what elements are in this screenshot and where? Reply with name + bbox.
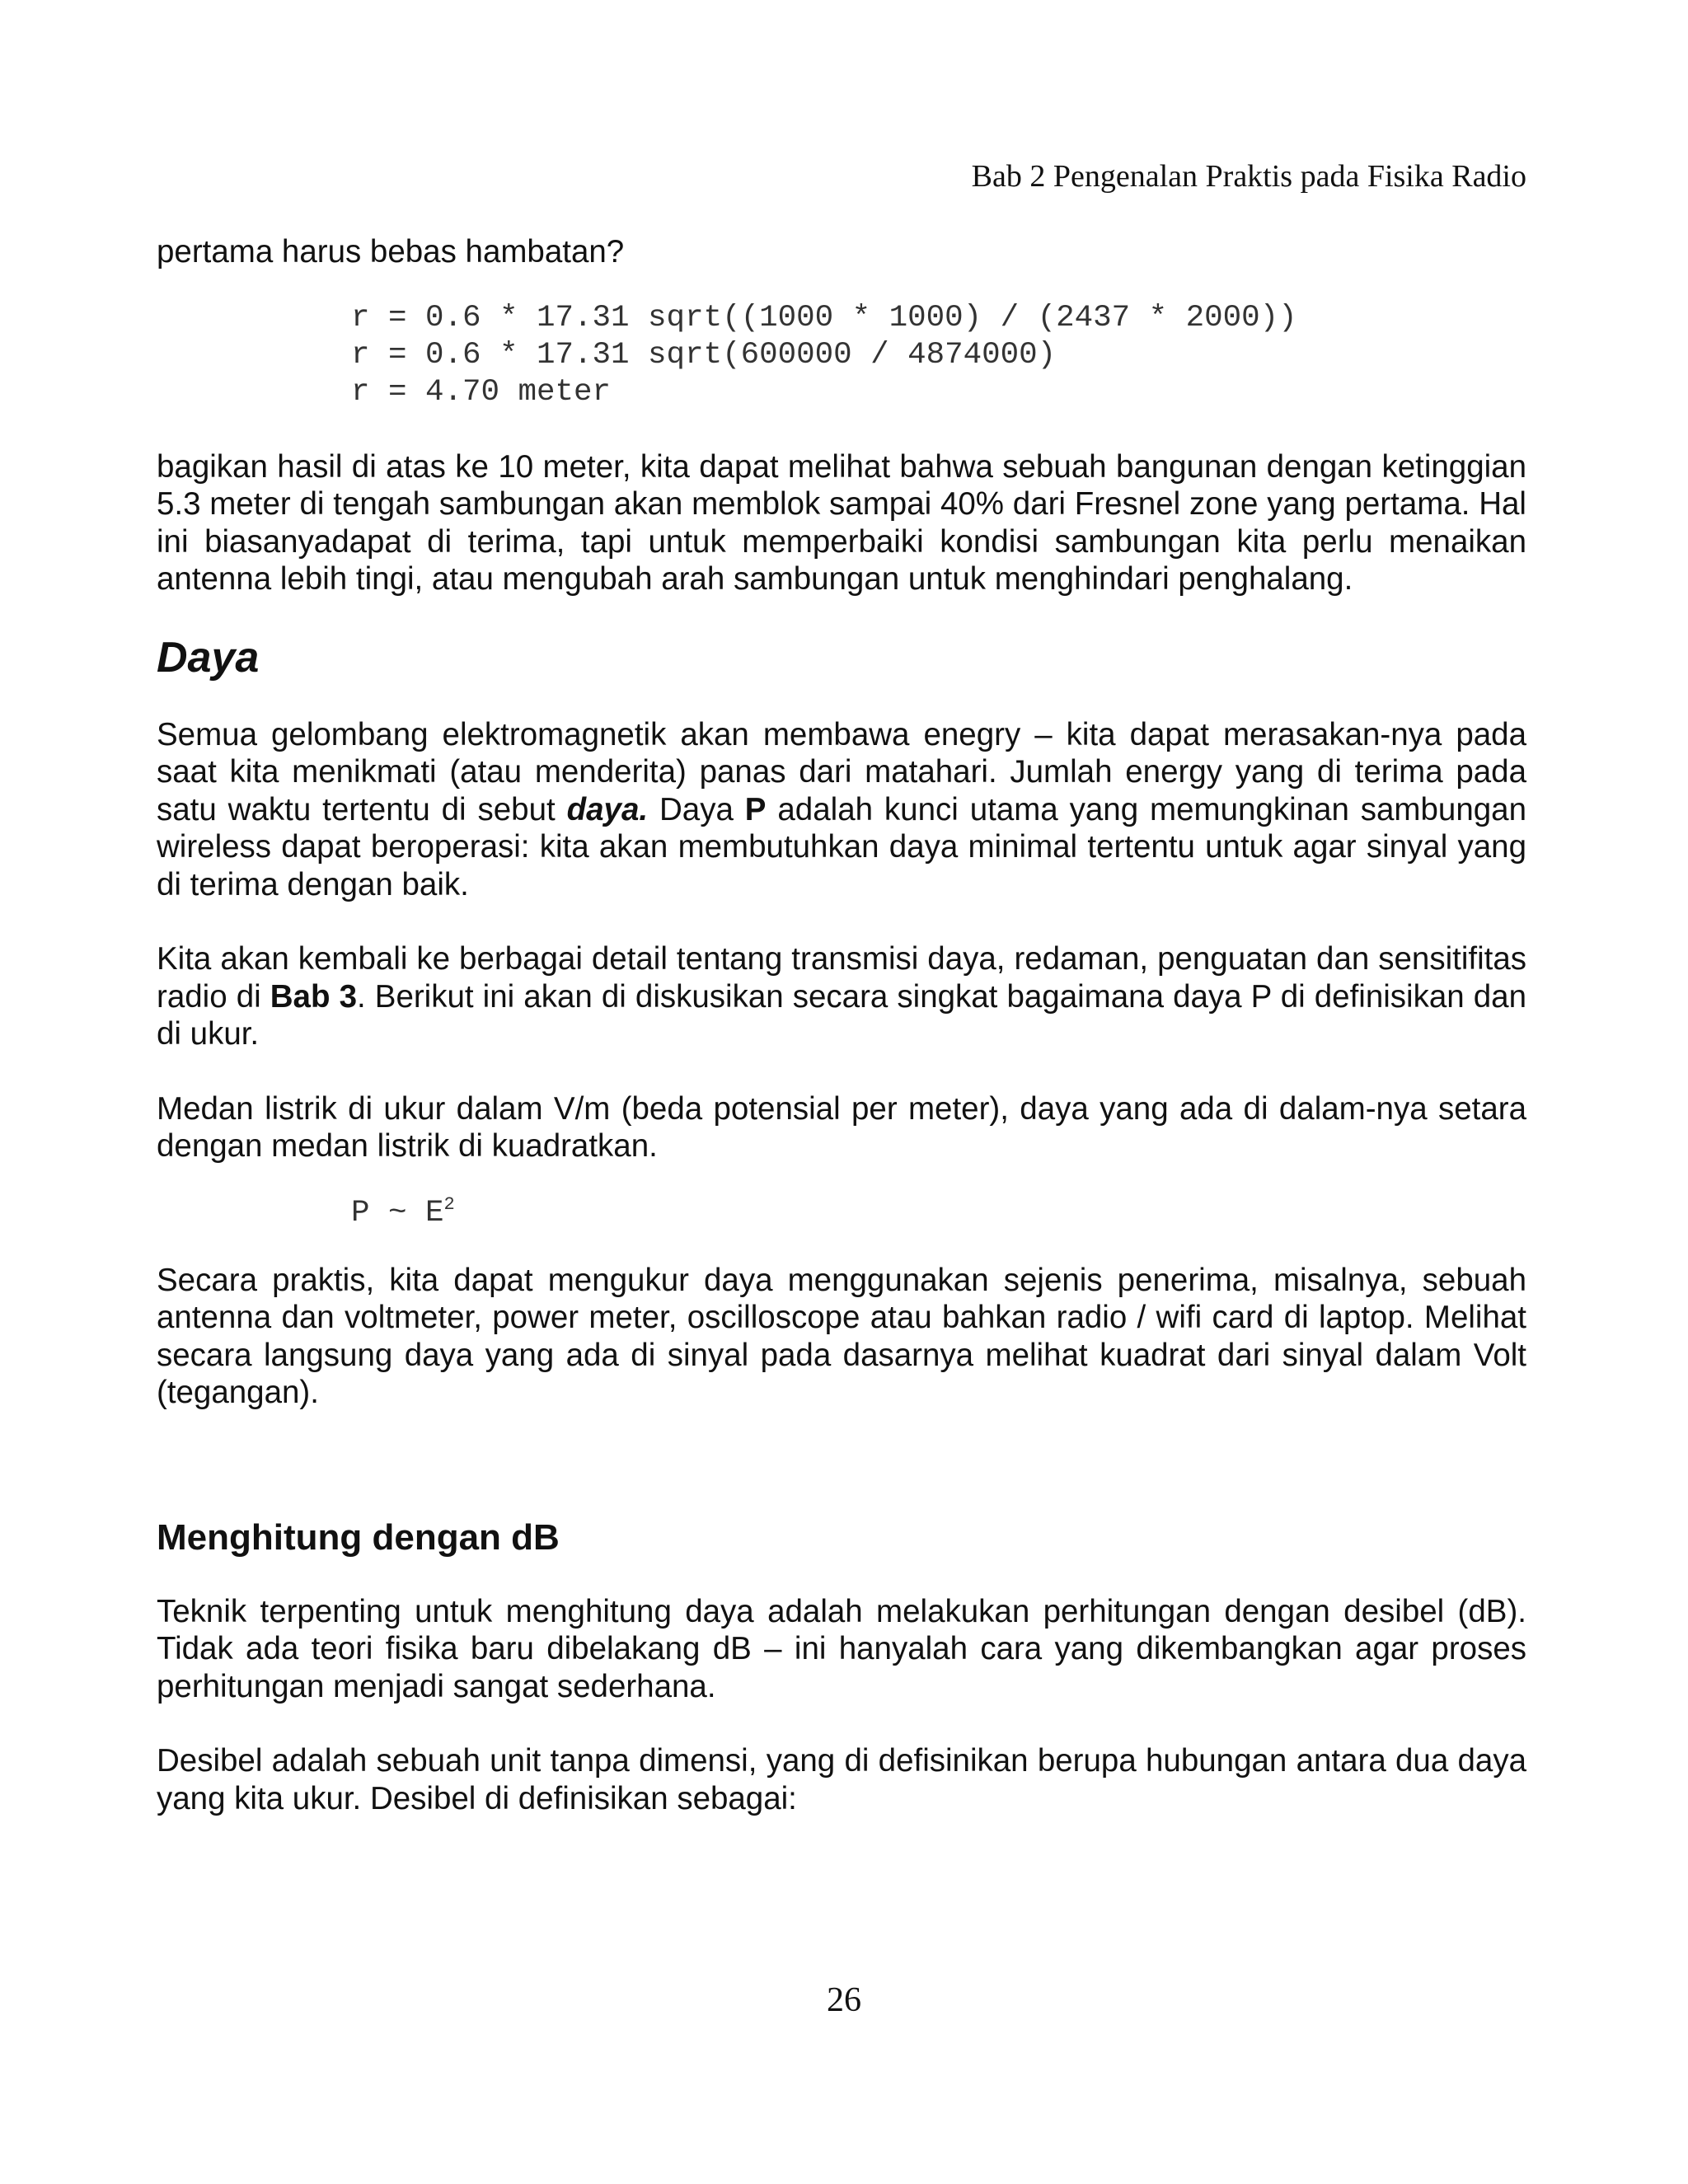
db-paragraph-1: Teknik terpenting untuk menghitung daya adalah melakukan perhitungan dengan desibel (dB). Tidak ada teori fisika baru dibelakang dB – ini hanyalah cara yang dikembangkan agar proses perhitungan menjadi sangat sederhana. <box>157 1593 1526 1704</box>
running-header: Bab 2 Pengenalan Praktis pada Fisika Radio <box>971 159 1526 194</box>
power-formula <box>351 1195 1526 1232</box>
formula-base: P ~ E <box>351 1195 444 1230</box>
daya-paragraph-4: Secara praktis, kita dapat mengukur daya menggunakan sejenis penerima, misalnya, sebuah antenna dan voltmeter, power meter, oscilloscope atau bahkan radio / wifi card di laptop. Melihat secara langsung daya yang ada di sinyal pada dasarnya melihat kuadrat dari sinyal dalam Volt (tegangan). <box>157 1262 1526 1410</box>
daya-p2-text-1: Kita akan kembali ke berbagai detail tentang transmisi daya, redaman, penguatan dan sensitifitas radio di <box>157 941 1526 1015</box>
section-heading-db: Menghitung dengan dB <box>157 1516 560 1558</box>
page-body <box>157 233 1526 1817</box>
db-paragraph-2: Desibel adalah sebuah unit tanpa dimensi, yang di defisinikan berupa hubungan antara dua daya yang kita ukur. Desibel di definisikan sebagai: <box>157 1743 1526 1816</box>
continuation-line: pertama harus bebas hambatan? <box>157 234 625 269</box>
formula-exponent: 2 <box>443 1193 455 1215</box>
result-paragraph: bagikan hasil di atas ke 10 meter, kita dapat melihat bahwa sebuah bangunan dengan ketinggian 5.3 meter di tengah sambungan akan memblok sampai 40% dari Fresnel zone yang pertama. Hal ini biasanyadapat di terima, tapi untuk memperbaiki kondisi sambungan kita perlu menaikan antenna lebih tingi, atau mengubah arah sambungan untuk menghindari penghalang. <box>157 448 1526 597</box>
page-number: 26 <box>827 1981 861 2019</box>
section-heading-daya: Daya <box>157 633 260 682</box>
daya-p1-text-3: adalah kunci utama yang memungkinan sambungan wireless dapat beroperasi: kita akan membutuhkan daya minimal tertentu untuk agar sinyal yang di terima dengan baik. <box>157 791 1526 902</box>
daya-term: daya. <box>566 791 649 827</box>
calculation-line-1: r = 0.6 * 17.31 sqrt((1000 * 1000) / (2437 * 2000)) <box>351 300 1297 335</box>
daya-paragraph-2 <box>157 940 1526 1053</box>
power-symbol: P <box>744 791 767 827</box>
daya-paragraph-3: Medan listrik di ukur dalam V/m (beda potensial per meter), daya yang ada di dalam-nya setara dengan medan listrik di kuadratkan. <box>157 1090 1526 1164</box>
chapter-reference: Bab 3 <box>270 978 357 1015</box>
calculation-block <box>157 300 1526 411</box>
daya-p1-text-1: Semua gelombang elektromagnetik akan membawa enegry – kita dapat merasakan-nya pada saat kita menikmati (atau menderita) panas dari matahari. Jumlah energy yang di terima pada satu waktu tertentu di sebut <box>157 716 1526 827</box>
calculation-line-3: r = 4.70 meter <box>351 374 612 410</box>
daya-p2-text-2: . Berikut ini akan di diskusikan secara singkat bagaimana daya P di definisikan dan di ukur. <box>157 978 1526 1052</box>
daya-paragraph-1 <box>157 716 1526 904</box>
calculation-line-2: r = 0.6 * 17.31 sqrt(600000 / 4874000) <box>351 337 1057 373</box>
daya-p1-text-2: Daya <box>648 791 745 827</box>
